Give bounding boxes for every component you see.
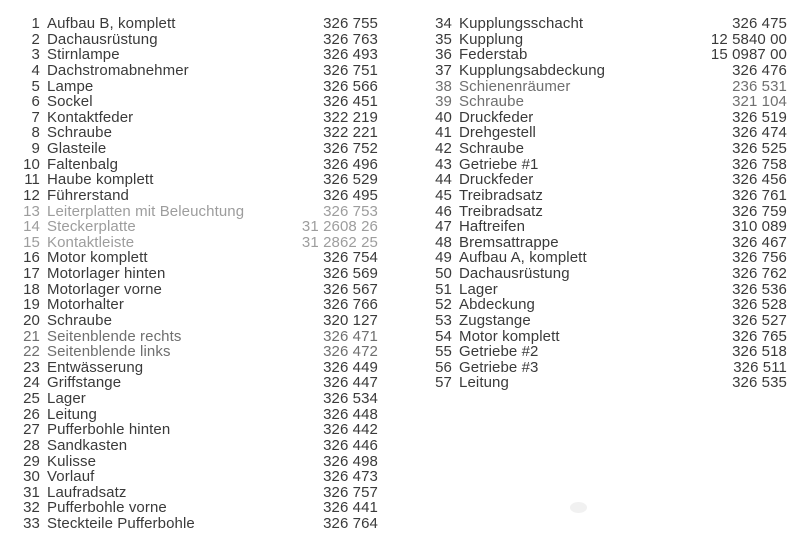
parts-list-row (434, 266, 787, 282)
part-index: 13 (23, 202, 40, 220)
part-index: 41 (435, 124, 452, 142)
part-number: 326 566 (323, 77, 378, 95)
part-index: 3 (31, 46, 40, 64)
part-index: 43 (435, 155, 452, 173)
part-number: 31 2608 26 (301, 218, 378, 236)
part-index: 32 (23, 499, 40, 517)
part-name: Steckerplatte (47, 219, 136, 235)
parts-list-row (22, 32, 378, 48)
part-index: 37 (435, 61, 452, 79)
part-number: 326 442 (323, 421, 378, 439)
parts-list-row (434, 94, 787, 110)
parts-list-row (434, 219, 787, 235)
part-number: 326 498 (323, 452, 378, 470)
part-number: 322 221 (323, 124, 378, 142)
part-index: 49 (435, 249, 452, 267)
part-index: 36 (435, 46, 452, 64)
parts-list-row (434, 235, 787, 251)
part-index: 14 (23, 218, 40, 236)
part-number: 326 751 (323, 61, 378, 79)
part-index: 19 (23, 296, 40, 314)
parts-list-row (434, 329, 787, 345)
parts-list-row (22, 407, 378, 423)
part-index: 47 (435, 218, 452, 236)
part-name: Schraube (47, 312, 113, 329)
parts-list-row (22, 235, 378, 251)
part-index: 34 (435, 15, 452, 32)
part-name: Führerstand (47, 187, 129, 204)
parts-list-row (22, 125, 378, 141)
part-number: 326 527 (732, 311, 787, 329)
part-name: Leitung (459, 375, 509, 391)
part-number: 326 495 (323, 186, 378, 204)
part-name: Aufbau B, komplett (47, 16, 176, 32)
part-index: 45 (435, 186, 452, 204)
part-number: 321 104 (732, 93, 787, 111)
part-number: 326 449 (323, 358, 378, 376)
part-number: 326 476 (732, 61, 787, 79)
part-name: Dachausrüstung (47, 31, 158, 48)
parts-list-row (434, 79, 787, 95)
parts-list-row (22, 188, 378, 204)
part-number: 326 536 (732, 280, 787, 298)
part-index: 6 (31, 93, 40, 111)
parts-list-row (22, 297, 378, 313)
part-name: Pufferbohle hinten (47, 422, 171, 438)
part-name: Motor komplett (47, 250, 148, 266)
parts-list-row (22, 94, 378, 110)
part-name: Kupplungsabdeckung (459, 62, 606, 79)
part-number: 326 758 (732, 155, 787, 173)
parts-list-row (22, 313, 378, 329)
part-number: 326 496 (323, 155, 378, 173)
part-index: 51 (435, 280, 452, 298)
part-number: 326 472 (323, 343, 378, 361)
parts-list-row (434, 172, 787, 188)
part-number: 326 762 (732, 265, 787, 282)
part-name: Motorhalter (47, 297, 124, 313)
parts-list-row (434, 110, 787, 126)
part-index: 54 (435, 327, 452, 345)
parts-list-row (434, 250, 787, 266)
part-name: Lager (459, 281, 498, 298)
part-number: 326 754 (323, 249, 378, 267)
part-number: 326 756 (732, 249, 787, 267)
part-name: Haube komplett (47, 172, 154, 188)
part-name: Motorlager hinten (47, 266, 166, 282)
parts-list-row (22, 204, 378, 220)
part-name: Schienenräumer (459, 78, 571, 95)
parts-list-row (22, 47, 378, 63)
parts-list-row (434, 282, 787, 298)
part-name: Kontaktleiste (47, 234, 135, 251)
part-index: 39 (435, 93, 452, 111)
part-index: 57 (435, 374, 452, 392)
part-name: Motor komplett (459, 328, 560, 345)
part-name: Lampe (47, 78, 94, 95)
part-index: 38 (435, 77, 452, 95)
part-index: 53 (435, 311, 452, 329)
parts-list-row (434, 157, 787, 173)
part-number: 326 764 (323, 515, 378, 532)
part-index: 33 (23, 515, 40, 532)
part-number: 326 759 (732, 202, 787, 220)
part-number: 326 535 (732, 374, 787, 392)
parts-list-row (22, 375, 378, 391)
part-number: 326 473 (323, 468, 378, 486)
part-number: 326 755 (323, 15, 378, 32)
part-number: 322 219 (323, 108, 378, 126)
part-index: 50 (435, 265, 452, 282)
part-number: 326 567 (323, 280, 378, 298)
parts-list-row (22, 266, 378, 282)
part-name: Sockel (47, 94, 93, 110)
parts-list-row (22, 157, 378, 173)
part-name: Druckfeder (459, 109, 534, 126)
part-number: 326 528 (732, 296, 787, 314)
parts-list-row (22, 360, 378, 376)
part-name: Aufbau A, komplett (459, 250, 587, 266)
part-index: 56 (435, 358, 452, 376)
part-name: Seitenblende rechts (47, 328, 182, 345)
part-name: Entwässerung (47, 359, 144, 376)
parts-list-row (434, 141, 787, 157)
parts-list-row (434, 32, 787, 48)
part-name: Motorlager vorne (47, 281, 162, 298)
parts-list-row (22, 16, 378, 32)
part-name: Kupplung (459, 31, 524, 48)
part-number: 326 467 (732, 233, 787, 251)
part-index: 26 (23, 405, 40, 423)
part-name: Druckfeder (459, 172, 534, 188)
part-index: 15 (23, 233, 40, 251)
parts-list-row (22, 438, 378, 454)
part-index: 48 (435, 233, 452, 251)
part-index: 16 (23, 249, 40, 267)
part-index: 55 (435, 343, 452, 361)
part-index: 20 (23, 311, 40, 329)
part-name: Steckteile Pufferbohle (47, 516, 195, 532)
part-number: 12 5840 00 (710, 30, 787, 48)
part-number: 326 446 (323, 436, 378, 454)
parts-list-row (434, 375, 787, 391)
part-name: Federstab (459, 47, 528, 63)
part-name: Kontaktfeder (47, 109, 134, 126)
parts-list-row (22, 282, 378, 298)
part-index: 22 (23, 343, 40, 361)
parts-list-row (22, 172, 378, 188)
part-number: 326 451 (323, 93, 378, 111)
part-number: 326 471 (323, 327, 378, 345)
part-index: 40 (435, 108, 452, 126)
part-index: 30 (23, 468, 40, 486)
part-index: 29 (23, 452, 40, 470)
part-name: Treibradsatz (459, 203, 544, 220)
part-number: 326 456 (732, 171, 787, 189)
part-name: Sandkasten (47, 437, 128, 454)
part-name: Kupplungsschacht (459, 16, 584, 32)
part-number: 320 127 (323, 311, 378, 329)
parts-list-row (22, 250, 378, 266)
part-index: 2 (31, 30, 40, 48)
part-index: 44 (435, 171, 452, 189)
part-name: Bremsattrappe (459, 234, 559, 251)
part-index: 28 (23, 436, 40, 454)
part-number: 326 765 (732, 327, 787, 345)
part-number: 15 0987 00 (710, 46, 787, 64)
part-name: Leitung (47, 406, 97, 423)
part-name: Vorlauf (47, 469, 95, 485)
part-number: 326 525 (732, 140, 787, 157)
parts-column-right (434, 16, 787, 391)
part-name: Schraube (47, 125, 113, 141)
parts-list-row (22, 141, 378, 157)
part-index: 25 (23, 390, 40, 407)
part-index: 27 (23, 421, 40, 439)
part-index: 52 (435, 296, 452, 314)
part-index: 21 (23, 327, 40, 345)
part-index: 23 (23, 358, 40, 376)
part-index: 8 (31, 124, 40, 142)
part-number: 31 2862 25 (301, 233, 378, 251)
part-index: 31 (23, 483, 40, 501)
parts-list-row (434, 313, 787, 329)
parts-list-row (22, 110, 378, 126)
part-name: Abdeckung (459, 297, 535, 313)
part-index: 46 (435, 202, 452, 220)
part-number: 326 441 (323, 499, 378, 517)
parts-list-row (434, 360, 787, 376)
part-number: 326 763 (323, 30, 378, 48)
parts-list-row (22, 63, 378, 79)
part-number: 326 448 (323, 405, 378, 423)
part-index: 10 (23, 155, 40, 173)
part-name: Treibradsatz (459, 187, 544, 204)
part-number: 326 475 (732, 15, 787, 32)
parts-list-row (22, 500, 378, 516)
parts-list-row (434, 47, 787, 63)
part-number: 236 531 (732, 77, 787, 95)
parts-list-row (434, 204, 787, 220)
parts-list-row (22, 422, 378, 438)
parts-list-row (22, 469, 378, 485)
part-name: Glasteile (47, 141, 107, 157)
parts-list-row (22, 391, 378, 407)
parts-column-left (22, 16, 378, 532)
part-name: Getriebe #1 (459, 156, 539, 173)
parts-list-row (434, 125, 787, 141)
part-number: 326 534 (323, 390, 378, 407)
part-name: Seitenblende links (47, 344, 171, 360)
part-name: Dachausrüstung (459, 266, 570, 282)
part-name: Pufferbohle vorne (47, 500, 167, 516)
part-index: 4 (31, 61, 40, 79)
part-index: 42 (435, 140, 452, 157)
part-name: Griffstange (47, 375, 122, 391)
part-name: Lager (47, 391, 86, 407)
parts-list-row (434, 188, 787, 204)
parts-list-row (434, 297, 787, 313)
part-name: Getriebe #3 (459, 359, 539, 376)
parts-list-row (22, 344, 378, 360)
part-number: 326 766 (323, 296, 378, 314)
part-number: 326 511 (733, 358, 787, 376)
part-number: 326 518 (732, 343, 787, 361)
part-name: Faltenbalg (47, 156, 119, 173)
part-name: Getriebe #2 (459, 344, 539, 360)
part-name: Dachstromabnehmer (47, 62, 189, 79)
part-name: Laufradsatz (47, 484, 127, 501)
part-index: 12 (23, 186, 40, 204)
part-name: Leiterplatten mit Beleuchtung (47, 203, 245, 220)
part-name: Kulisse (47, 453, 97, 470)
parts-list-row (434, 16, 787, 32)
part-name: Stirnlampe (47, 47, 120, 63)
parts-list-row (22, 454, 378, 470)
part-index: 9 (31, 140, 40, 157)
part-index: 17 (23, 265, 40, 282)
part-number: 326 752 (323, 140, 378, 157)
part-number: 326 569 (323, 265, 378, 282)
part-number: 310 089 (732, 218, 787, 236)
part-index: 18 (23, 280, 40, 298)
part-index: 1 (31, 15, 40, 32)
parts-list-row (22, 219, 378, 235)
part-index: 5 (31, 77, 40, 95)
part-index: 11 (24, 171, 40, 189)
part-index: 24 (23, 374, 40, 392)
parts-list-row (22, 516, 378, 532)
parts-list-row (22, 79, 378, 95)
part-name: Zugstange (459, 312, 531, 329)
parts-list-row (434, 63, 787, 79)
parts-list-row (22, 329, 378, 345)
part-index: 35 (435, 30, 452, 48)
part-number: 326 447 (323, 374, 378, 392)
part-name: Haftreifen (459, 219, 526, 235)
part-number: 326 474 (732, 124, 787, 142)
part-number: 326 761 (732, 186, 787, 204)
scan-smudge-artifact (570, 502, 587, 513)
part-index: 7 (31, 108, 40, 126)
parts-list-row (22, 485, 378, 501)
parts-list-row (434, 344, 787, 360)
part-name: Drehgestell (459, 125, 536, 141)
part-number: 326 519 (732, 108, 787, 126)
part-number: 326 757 (323, 483, 378, 501)
part-number: 326 753 (323, 202, 378, 220)
part-number: 326 493 (323, 46, 378, 64)
part-number: 326 529 (323, 171, 378, 189)
part-name: Schraube (459, 94, 525, 110)
part-name: Schraube (459, 141, 525, 157)
